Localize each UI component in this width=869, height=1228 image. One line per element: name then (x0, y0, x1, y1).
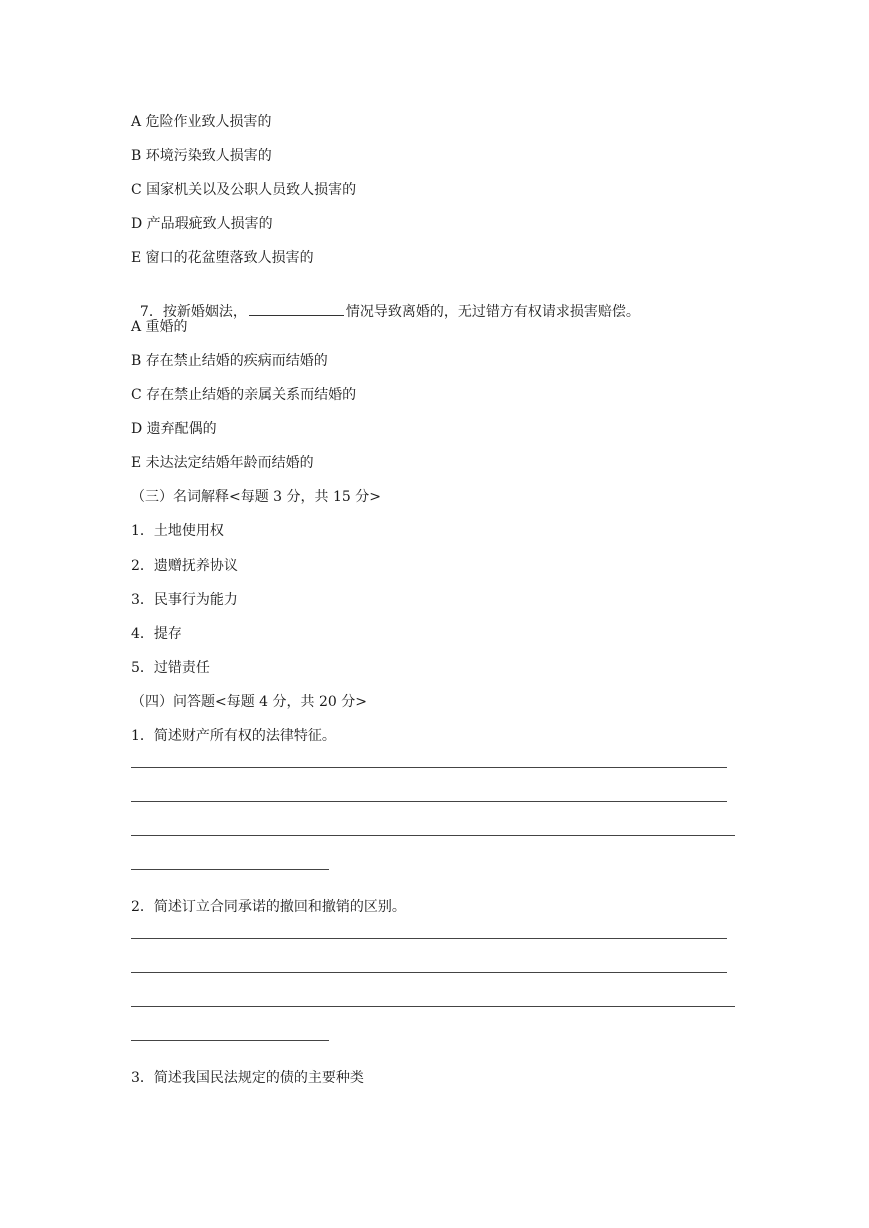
term-1: 1．土地使用权 (131, 523, 224, 539)
option-c: C 国家机关以及公职人员致人损害的 (131, 182, 357, 198)
answer-line (131, 1006, 735, 1007)
question-7-suffix: 情况导致离婚的，无过错方有权请求损害赔偿。 (345, 304, 640, 320)
answer-blank (249, 302, 344, 316)
answer-line (131, 972, 727, 973)
answer-line (131, 801, 727, 802)
term-2: 2．遗赠抚养协议 (131, 558, 238, 574)
term-5: 5．过错责任 (131, 660, 210, 676)
q7-option-a: A 重婚的 (131, 319, 188, 335)
option-e: E 窗口的花盆堕落致人损害的 (131, 250, 314, 266)
essay-question-1: 1．简述财产所有权的法律特征。 (131, 728, 336, 744)
term-3: 3．民事行为能力 (131, 592, 238, 608)
section-4-heading: （四）问答题<每题 4 分，共 20 分> (131, 694, 367, 710)
q7-option-b: B 存在禁止结婚的疾病而结婚的 (131, 353, 328, 369)
option-a: A 危险作业致人损害的 (131, 114, 272, 130)
section-3-heading: （三）名词解释<每题 3 分，共 15 分> (131, 489, 381, 505)
q7-option-e: E 未达法定结婚年龄而结婚的 (131, 455, 314, 471)
essay-question-2: 2．简述订立合同承诺的撤回和撤销的区别。 (131, 899, 406, 915)
question-7-prefix: 7．按新婚姻法， (139, 304, 247, 320)
option-b: B 环境污染致人损害的 (131, 148, 272, 164)
option-d: D 产品瑕疵致人损害的 (131, 216, 273, 232)
essay-question-3: 3．简述我国民法规定的债的主要种类 (131, 1070, 364, 1086)
q7-option-c: C 存在禁止结婚的亲属关系而结婚的 (131, 387, 357, 403)
question-7 (131, 284, 640, 321)
answer-line (131, 767, 727, 768)
answer-line (131, 869, 329, 870)
answer-line (131, 938, 727, 939)
q7-option-d: D 遗弃配偶的 (131, 421, 217, 437)
term-4: 4．提存 (131, 626, 182, 642)
answer-line (131, 1040, 329, 1041)
answer-line (131, 835, 735, 836)
